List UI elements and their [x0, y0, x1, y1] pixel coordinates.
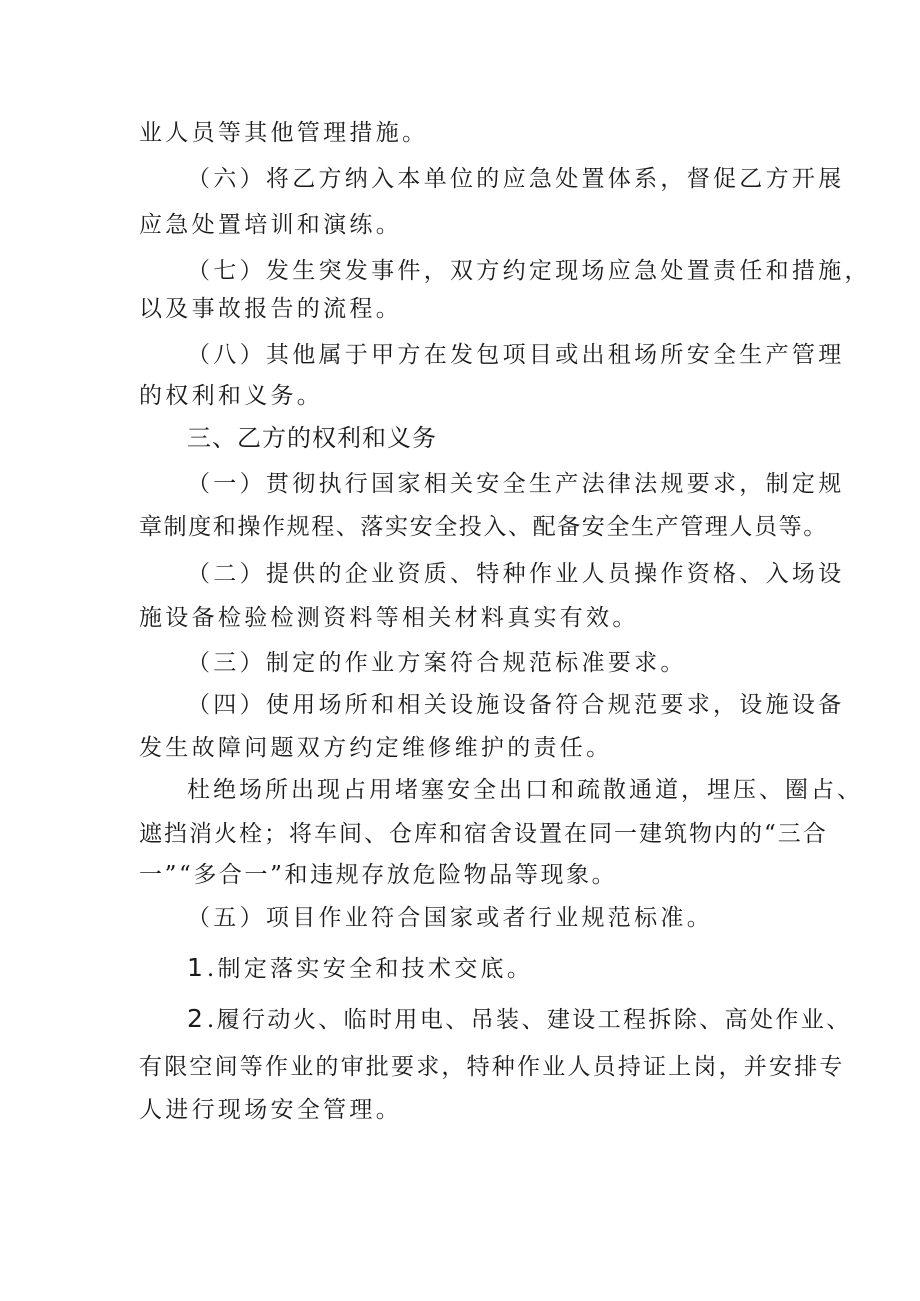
paragraph-line: 一”“多合一”和违规存放危险物品等现象。	[139, 862, 618, 888]
paragraph-line: 发生故障问题双方约定维修维护的责任。	[139, 735, 613, 761]
paragraph-line: （二）提供的企业资质、特种作业人员操作资格、入场设	[187, 561, 845, 587]
paragraph-line: 应急处置培训和演练。	[139, 212, 402, 238]
numbered-item	[187, 953, 533, 984]
paragraph-line: （三）制定的作业方案符合规范标准要求。	[187, 650, 687, 676]
paragraph-line: 人进行现场安全管理。	[139, 1097, 402, 1123]
paragraph-line: （四）使用场所和相关设施设备符合规范要求，设施设备	[187, 692, 845, 718]
paragraph-line: 业人员等其他管理措施。	[139, 120, 429, 146]
item-text: .履行动火、临时用电、吊装、建设工程拆除、高处作业、	[206, 1007, 852, 1033]
paragraph-line: 的权利和义务。	[139, 383, 324, 409]
paragraph-line: 遮挡消火栓；将车间、仓库和宿舍设置在同一建筑物内的“三合	[139, 821, 828, 847]
section-heading: 三、乙方的权利和义务	[187, 424, 437, 452]
numbered-item	[187, 1004, 852, 1035]
paragraph-line: 施设备检验检测资料等相关材料真实有效。	[139, 605, 639, 631]
item-text: .制定落实安全和技术交底。	[206, 956, 534, 982]
paragraph-line: 以及事故报告的流程。	[139, 296, 402, 322]
paragraph-line: （八）其他属于甲方在发包项目或出租场所安全生产管理	[187, 342, 845, 368]
paragraph-line: （七）发生突发事件，双方约定现场应急处置责任和措施，	[187, 258, 871, 284]
paragraph-line: （五）项目作业符合国家或者行业规范标准。	[187, 905, 713, 931]
paragraph-line: 有限空间等作业的审批要求，特种作业人员持证上岗，并安排专	[139, 1054, 845, 1080]
item-number: 2	[187, 1004, 207, 1033]
paragraph-line: （一）贯彻执行国家相关安全生产法律法规要求，制定规	[187, 471, 845, 497]
item-number: 1	[187, 953, 207, 982]
paragraph-line: （六）将乙方纳入本单位的应急处置体系，督促乙方开展	[187, 166, 845, 192]
paragraph-line: 杜绝场所出现占用堵塞安全出口和疏散通道，埋压、圈占、	[187, 777, 863, 803]
paragraph-line: 章制度和操作规程、落实安全投入、配备安全生产管理人员等。	[139, 514, 828, 540]
